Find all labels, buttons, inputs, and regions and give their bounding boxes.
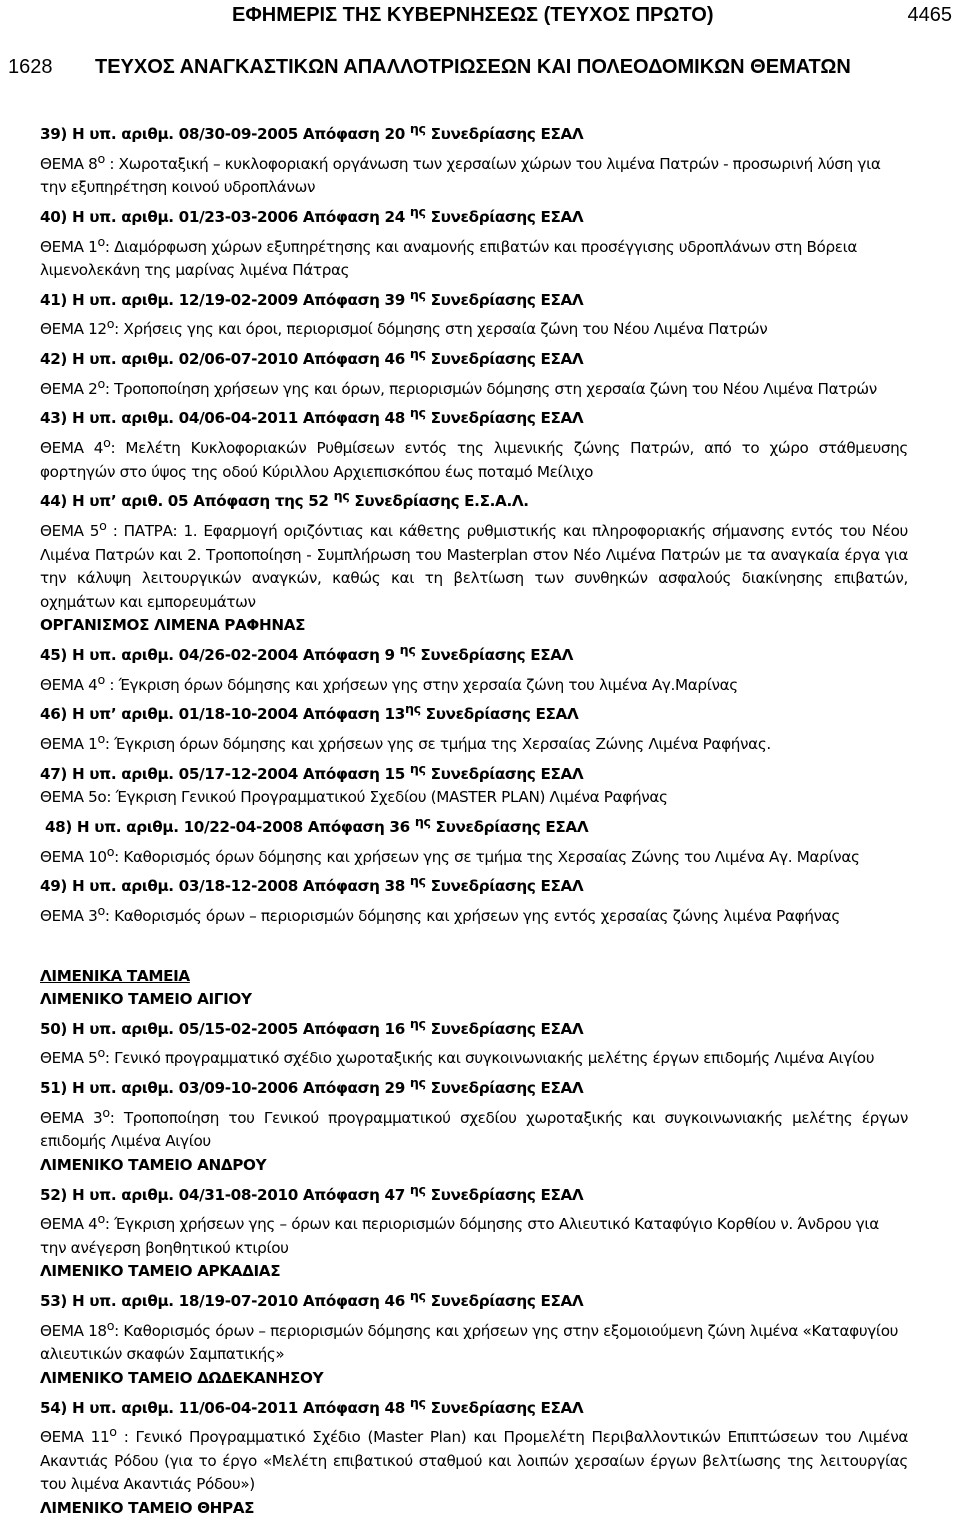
section-title-andros: ΛΙΜΕΝΙΚΟ ΤΑΜΕΙΟ ΑΝΔΡΟΥ (40, 1155, 267, 1174)
entry-theme: ΘΕΜΑ $1^o$: Έγκριση όρων δόμησης και χρήσεων γης σε τμήμα της Χερσαίας Ζώνης Λιμένα Ραφήνας. (40, 731, 771, 754)
entry-heading: 42) Η υπ. αριθμ. 02/06-07-2010 Απόφαση 46 $^{\eta\varsigma}$ Συνεδρίασης ΕΣΑΛ (40, 346, 584, 369)
entry-heading: 44) Η υπ’ αριθ. 05 Απόφαση της 52 $^{\eta\varsigma}$ Συνεδρίασης Ε.Σ.Α.Λ. (40, 488, 529, 511)
entry-heading: 49) Η υπ. αριθμ. 03/18-12-2008 Απόφαση 38 $^{\eta\varsigma}$ Συνεδρίασης ΕΣΑΛ (40, 873, 584, 896)
entry-theme: ΘΕΜΑ $12^o$: Χρήσεις γης και όροι, περιορισμοί δόμησης στη χερσαία ζώνη του Νέου Λιμένα Πατρών (40, 316, 768, 339)
entry-theme: ΘΕΜΑ $2^o$: Τροποποίηση χρήσεων γης και όρων, περιορισμών δόμησης στη χερσαία ζώνη του Νέου Λιμένα Πατρών (40, 375, 877, 398)
entry-heading: 39) Η υπ. αριθμ. 08/30-09-2005 Απόφαση 20 $^{\eta\varsigma}$ Συνεδρίασης ΕΣΑΛ (40, 121, 584, 144)
section-title-port-funds: ΛΙΜΕΝΙΚΑ ΤΑΜΕΙΑ (40, 966, 190, 985)
entry-theme: ΘΕΜΑ $5^o$: Γενικό προγραμματικό σχέδιο χωροταξικής και συγκοινωνιακής μελέτης έργων επιδομής Λιμένα Αιγίου (40, 1045, 875, 1068)
spacer (40, 929, 908, 965)
entry-theme: ΘΕΜΑ $4^o$: Μελέτη Κυκλοφοριακών Ρυθμίσεων εντός της λιμενικής ζώνης Πατρών, από το χώρο στάθμευσης φορτηγών στο ύψος της οδού Κύριλλου Αρχιεπισκόπου έως ποταμό Μείλιχο (40, 435, 908, 481)
section-header (0, 56, 960, 84)
entry-theme: ΘΕΜΑ $8^o$ : Χωροταξική – κυκλοφοριακή οργάνωση των χερσαίων χώρων του λιμένα Πατρών - προσωρινή λύση για την εξυπηρέτηση κοινού υδροπλάνων (40, 150, 881, 197)
journal-title: ΕΦΗΜΕΡΙΣ ΤΗΣ ΚΥΒΕΡΝΗΣΕΩΣ (ΤΕΥΧΟΣ ΠΡΩΤΟ) (232, 4, 714, 26)
section-title-rafina: ΟΡΓΑΝΙΣΜΟΣ ΛΙΜΕΝΑ ΡΑΦΗΝΑΣ (40, 616, 306, 635)
entry-heading: 46) Η υπ’ αριθμ. 01/18-10-2004 Απόφαση $13^{\eta\varsigma}$ Συνεδρίασης ΕΣΑΛ (40, 701, 579, 724)
entry-theme: ΘΕΜΑ $4^o$: Έγκριση χρήσεων γης – όρων και περιορισμών δόμησης στο Αλιευτικό Καταφύγιο Κορθίου ν. Άνδρου για την ανέγερση βοηθητικού κτιρίου (40, 1211, 879, 1257)
entry-theme: ΘΕΜΑ $4^o$ : Έγκριση όρων δόμησης και χρήσεων γης στην χερσαία ζώνη του λιμένα Αγ.Μαρίνας (40, 671, 738, 694)
entry-heading: 54) Η υπ. αριθμ. 11/06-04-2011 Απόφαση 48 $^{\eta\varsigma}$ Συνεδρίασης ΕΣΑΛ (40, 1394, 584, 1417)
entry-heading: 53) Η υπ. αριθμ. 18/19-07-2010 Απόφαση 46 $^{\eta\varsigma}$ Συνεδρίασης ΕΣΑΛ (40, 1288, 584, 1311)
entry-theme: ΘΕΜΑ $10^o$: Καθορισμός όρων δόμησης και χρήσεων γης σε τμήμα της Χερσαίας Ζώνης του Λιμένα Αγ. Μαρίνας (40, 843, 860, 866)
entry-heading: 41) Η υπ. αριθμ. 12/19-02-2009 Απόφαση 39 $^{\eta\varsigma}$ Συνεδρίασης ΕΣΑΛ (40, 286, 584, 309)
section-title-aigio: ΛΙΜΕΝΙΚΟ ΤΑΜΕΙΟ ΑΙΓΙΟΥ (40, 990, 252, 1009)
section-title-dodecanese: ΛΙΜΕΝΙΚΟ ΤΑΜΕΙΟ ΔΩΔΕΚΑΝΗΣΟΥ (40, 1368, 324, 1387)
entry-heading: 48) Η υπ. αριθμ. 10/22-04-2008 Απόφαση 36 $^{\eta\varsigma}$ Συνεδρίασης ΕΣΑΛ (44, 813, 589, 836)
journal-page-number: 4465 (907, 4, 952, 26)
inner-title: ΤΕΥΧΟΣ ΑΝΑΓΚΑΣΤΙΚΩΝ ΑΠΑΛΛΟΤΡΙΩΣΕΩΝ ΚΑΙ ΠΟΛΕΟΔΟΜΙΚΩΝ ΘΕΜΑΤΩΝ (95, 56, 851, 78)
entry-theme: ΘΕΜΑ 5ο: Έγκριση Γενικού Προγραμματικού Σχεδίου (MASTER PLAN) Λιμένα Ραφήνας (40, 788, 668, 807)
entry-theme: ΘΕΜΑ $5^o$ : ΠΑΤΡΑ: 1. Εφαρμογή οριζόντιας και κάθετης ρυθμιστικής και πληροφοριακής σήμανσης εντός του Νέου Λιμένα Πατρών και 2. Τροποποίηση - Συμπλήρωση του Masterplan στον Νέο Λιμένα Πατρών με τα αναγκαία έργα για την κάλυψη λειτουργικών αναγκών, καθώς και τη βελτίωση των συνθηκών ασφαλούς διακίνησης επιβατών, οχημάτων και εμπορευμάτων (40, 518, 908, 611)
entry-heading: 40) Η υπ. αριθμ. 01/23-03-2006 Απόφαση 24 $^{\eta\varsigma}$ Συνεδρίασης ΕΣΑΛ (40, 203, 584, 226)
entry-theme: ΘΕΜΑ $3^o$: Τροποποίηση του Γενικού προγραμματικού σχεδίου χωροταξικής και συγκοινωνιακής μελέτης έργων επιδομής Λιμένα Αιγίου (40, 1104, 909, 1151)
entry-heading: 52) Η υπ. αριθμ. 04/31-08-2010 Απόφαση 47 $^{\eta\varsigma}$ Συνεδρίασης ΕΣΑΛ (40, 1181, 584, 1204)
entry-heading: 45) Η υπ. αριθμ. 04/26-02-2004 Απόφαση 9 $^{\eta\varsigma}$ Συνεδρίασης ΕΣΑΛ (40, 642, 574, 665)
section-title-arkadia: ΛΙΜΕΝΙΚΟ ΤΑΜΕΙΟ ΑΡΚΑΔΙΑΣ (40, 1262, 281, 1281)
journal-header (0, 4, 960, 32)
entry-heading: 51) Η υπ. αριθμ. 03/09-10-2006 Απόφαση 29 $^{\eta\varsigma}$ Συνεδρίασης ΕΣΑΛ (40, 1075, 584, 1098)
entry-heading: 47) Η υπ. αριθμ. 05/17-12-2004 Απόφαση 15 $^{\eta\varsigma}$ Συνεδρίασης ΕΣΑΛ (40, 760, 584, 783)
entry-heading: 43) Η υπ. αριθμ. 04/06-04-2011 Απόφαση 48 $^{\eta\varsigma}$ Συνεδρίασης ΕΣΑΛ (40, 405, 584, 428)
entry-theme: ΘΕΜΑ $3^o$: Καθορισμός όρων – περιορισμών δόμησης και χρήσεων γης εντός χερσαίας ζώνης λιμένα Ραφήνας (40, 902, 840, 925)
section-title-thira: ΛΙΜΕΝΙΚΟ ΤΑΜΕΙΟ ΘΗΡΑΣ (40, 1499, 255, 1518)
entry-theme: ΘΕΜΑ $18^o$: Καθορισμός όρων – περιορισμών δόμησης και χρήσεων γης στην εξομοιούμενη ζώνη λιμένα «Καταφυγίου αλιευτικών σκαφών Σαμπατικής» (40, 1317, 899, 1364)
entry-heading: 50) Η υπ. αριθμ. 05/15-02-2005 Απόφαση 16 $^{\eta\varsigma}$ Συνεδρίασης ΕΣΑΛ (40, 1015, 584, 1038)
document-body (40, 117, 908, 1521)
entry-theme: ΘΕΜΑ $11^o$ : Γενικό Προγραμματικό Σχέδιο (Master Plan) και Προμελέτη Περιβαλλοντικών Επιπτώσεων του Λιμένα Ακαντιάς Ρόδου (για το έργο «Μελέτη επιβατικού σταθμού και λοιπών χερσαίων έργων βελτίωσης της λειτουργίας του λιμένα Ακαντιάς Ρόδου») (40, 1424, 908, 1494)
inner-page-number: 1628 (8, 56, 53, 78)
entry-theme: ΘΕΜΑ $1^o$: Διαμόρφωση χώρων εξυπηρέτησης και αναμονής επιβατών και προσέγγισης υδροπλάνων στη Βόρεια λιμενολεκάνη της μαρίνας λιμένα Πάτρας (40, 233, 858, 280)
